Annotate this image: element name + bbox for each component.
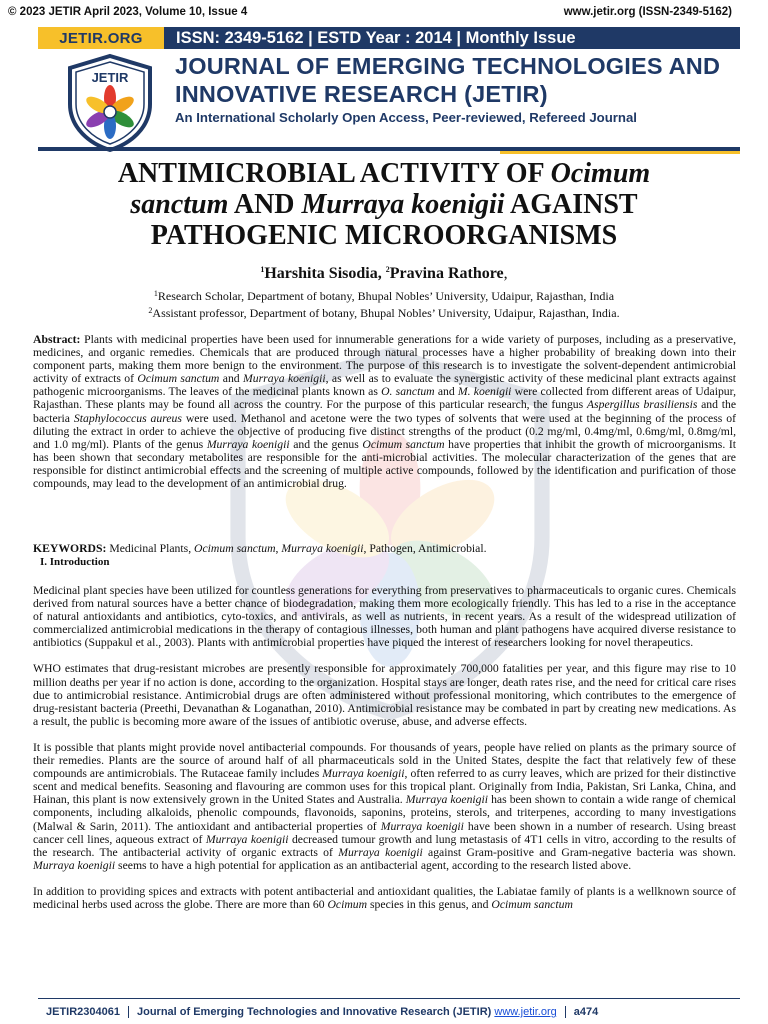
footer-url-link[interactable]: www.jetir.org: [494, 1006, 557, 1018]
title-species: Murraya koenigii: [301, 189, 505, 220]
species: Ocimum: [327, 897, 368, 911]
species: Murraya koenigii: [380, 819, 464, 833]
text: In addition to providing spices and extracts with potent antibacterial and antioxidant qualities, the Labiatae family of plants is a wellknown source of medicinal herbs used across the globe. There are more than 60: [33, 884, 736, 911]
paragraph: [33, 741, 736, 872]
page-footer: [38, 1004, 740, 1020]
keywords: [33, 542, 736, 555]
species: Ocimum sanctum: [491, 897, 573, 911]
keywords-text: , Pathogen, Antimicrobial.: [363, 542, 487, 555]
jetir-logo-icon: [60, 52, 160, 152]
journal-banner: [38, 27, 740, 49]
text: against Gram-positive and Gram-negative bacteria was shown.: [422, 845, 736, 859]
title-text: AGAINST: [504, 189, 638, 220]
journal-name-line-2: INNOVATIVE RESEARCH (JETIR): [175, 81, 548, 107]
keywords-species: Murraya koenigii: [281, 542, 364, 555]
abstract-text: Plants with medicinal properties have been used for innumerable generations for a wide variety of purposes, including as a preservative, medicines, and organic remedies. Chemicals that are produced through natural processes have a higher probability of breaking down into their component parts, making them more benign to the environment. The purpose of this research is to investigate the solvent-dependent antimicrobial activity of extracts of: [33, 333, 736, 386]
aff-sup: 1: [153, 289, 158, 298]
abstract-species: Murraya koenigii: [206, 437, 290, 451]
logo-text: JETIR: [91, 70, 129, 85]
text: has been shown to contain a wide range of chemical components, including alkaloids, phenolic compounds, flavonoids, saponins, proteins, sterols, and triterpenes, according to many investigations (Malwal & Sarin, 2011). The antioxidant and antibacterial properties of: [33, 793, 736, 833]
abstract-text: and: [434, 385, 458, 399]
text: decreased tumour growth and lung metastasis of 4T1 cells in vitro, according to the results of the research. The antibacterial activity of organic extracts of: [33, 832, 736, 859]
footer-rule: [38, 998, 740, 999]
abstract-species: O. sanctum: [381, 385, 435, 399]
affiliation-2: [0, 306, 768, 321]
species: Murraya koenigii: [322, 767, 405, 781]
footer-page-number: a474: [573, 1006, 599, 1018]
title-text: ANTIMICROBIAL ACTIVITY OF: [117, 158, 551, 189]
keywords-label: KEYWORDS:: [33, 542, 107, 555]
journal-name-line-1: JOURNAL OF EMERGING TECHNOLOGIES AND: [175, 53, 721, 79]
title-species: sanctum: [130, 189, 229, 220]
abstract-label: Abstract:: [33, 333, 81, 346]
paragraph: Medicinal plant species have been utilized for countless generations for everything from preservatives to pharmaceuticals to organic cures. Chemicals derived from natural sources have a better chance of biodegradation, making them more ecologically friendly. This has led to a rise in the acceptance of natural antioxidants and antibiotics, cyto-toxics, and antivirals, as well as nutrients, in recent years. As a result of the widespread utilization of commercialized antimicrobial medications in the therapy of contagious illnesses, both human and plant pathogens have acquired diverse resistance to antibiotics (Suppakul et al., 2003). Plants with antimicrobial properties have piqued the interest of researchers looking for novel therapeutics.: [33, 584, 736, 650]
text: It is possible that plants might provide novel antibacterial compounds. For thousands of years, people have relied on plants as the primary source of their remedies. Plants are the source of around half of all pharmaceuticals sold in the United States, despite the fact that relatively few of these compounds are antimicrobials. The Rutaceae family includes: [33, 740, 736, 781]
footer-article-id: JETIR2304061: [38, 1006, 129, 1018]
title-species: Ocimum: [550, 158, 651, 189]
journal-name: [175, 52, 735, 108]
text: have been shown in a number of research. Using breast cancer cell lines, aqueous extract of: [33, 819, 736, 846]
abstract-text: were used. Methanol and acetone were the two types of solvents that were used at the beginning of the process of diluting the extract in order to achieve the objective of producing five distinct strengths of the product (0.2 mg/ml, 0.4mg/ml, 0.6mg/ml, 0.8mg/ml, and 1.0 mg/ml). Plants of the genus: [33, 411, 736, 451]
abstract-species: Ocimum sanctum: [362, 437, 445, 451]
keywords-text: ,: [275, 542, 282, 555]
author-1: Harshita Sisodia,: [264, 265, 386, 282]
header-accent-rule: [500, 151, 740, 154]
abstract: [33, 333, 736, 490]
abstract-species: Murraya koenigii: [243, 372, 326, 386]
paragraph: [33, 885, 736, 911]
species: Murraya koenigii: [33, 858, 116, 872]
aff-sup: 2: [148, 306, 153, 315]
aff-text: Assistant professor, Department of botany, Bhupal Nobles’ University, Udaipur, Rajasthan, India.: [152, 306, 620, 320]
issn-line: ISSN: 2349-5162 | ESTD Year : 2014 | Monthly Issue: [176, 28, 576, 47]
paper-title: [50, 158, 718, 251]
species: Murraya koenigii: [405, 793, 489, 807]
abstract-text: have properties that inhibit the growth of microorganisms. It has been shown that secondary metabolites are responsible for the anti-microbial activities. The molecular characterization of the genes that are responsible for distinct antimicrobial effects and the screening of multiple active compounds, followed by the identification and purification of those compounds, may lead to the development of an antimicrobial drug.: [33, 437, 737, 491]
text: , often referred to as curry leaves, which are prized for their distinctive scent and medical benefits. Seasoning and flavouring are common uses for this tropical plant. Originally from India, Pakistan, Sri Lanka, China, and Hainan, this plant is now extensively grown in the United States and Australia.: [33, 767, 736, 807]
author-punct: ,: [503, 265, 508, 282]
authors: [0, 265, 768, 283]
author-sup: 2: [385, 265, 390, 274]
abstract-species: Ocimum sanctum: [137, 372, 220, 386]
abstract-text: and the genus: [289, 437, 363, 451]
aff-text: Research Scholar, Department of botany, Bhupal Nobles’ University, Udaipur, Rajasthan, India: [157, 289, 615, 303]
running-header: [8, 6, 732, 20]
jetir-tag: JETIR.ORG: [38, 27, 164, 49]
title-text: AND: [228, 189, 302, 220]
abstract-text: , as well as to evaluate the synergistic activity of these medicinal plant extracts against pathogenic microorganisms. The leaves of the medicinal plants known as: [33, 372, 736, 399]
paragraph: WHO estimates that drug-resistant microbes are presently responsible for approximately 700,000 fatalities per year, and this figure may rise to 10 million deaths per year if no action is done, according to the organization. Hospital stays are longer, death rates rise, and the need for critical care rises due to antimicrobial resistance. Antimicrobial drugs are often administered without professional monitoring, which contributes to the emergence of drug-resistant bacteria (Preethi, Devanathan & Loganathan, 2010). Antimicrobial resistance may be combated in part by creating new medications. As a result, the public is becoming more aware of the issues of antibiotic overuse, abuse, and adverse effects.: [33, 662, 736, 728]
header-website: www.jetir.org (ISSN-2349-5162): [563, 6, 732, 18]
introduction: [33, 584, 736, 924]
section-heading: I. Introduction: [40, 556, 110, 568]
abstract-text: and the bacteria: [33, 398, 736, 425]
abstract-species: Aspergillus brasiliensis: [586, 398, 698, 412]
title-line-3: PATHOGENIC MICROORGANISMS: [150, 220, 618, 251]
title-line-2: [50, 189, 718, 220]
text: species in this genus, and: [367, 897, 492, 911]
header-issue-info: © 2023 JETIR April 2023, Volume 10, Issue 4: [8, 6, 248, 18]
footer-journal-name: Journal of Emerging Technologies and Innovative Research (JETIR): [137, 1006, 495, 1018]
author-sup: 1: [260, 265, 265, 274]
species: Murraya koenigii: [205, 832, 289, 846]
journal-subtitle: An International Scholarly Open Access, Peer-reviewed, Refereed Journal: [175, 110, 637, 125]
abstract-text: and: [219, 372, 244, 386]
species: Murraya koenigii: [338, 845, 423, 859]
keywords-text: Medicinal Plants,: [106, 542, 195, 555]
author-2: Pravina Rathore: [389, 265, 504, 282]
abstract-species: M. koenigii: [457, 385, 512, 399]
abstract-species: Staphylococcus aureus: [73, 411, 182, 425]
footer-journal: [129, 1006, 566, 1018]
abstract-text: were collected from different areas of Udaipur, Rajasthan. These plants may be found all across the country. For the purpose of this particular research, the fungus: [33, 385, 736, 412]
text: seems to have a high potential for application as an antibacterial agent, according to the research listed above.: [115, 858, 632, 872]
title-line-1: [50, 158, 718, 189]
affiliation-1: [0, 289, 768, 304]
keywords-species: Ocimum sanctum: [194, 542, 276, 555]
